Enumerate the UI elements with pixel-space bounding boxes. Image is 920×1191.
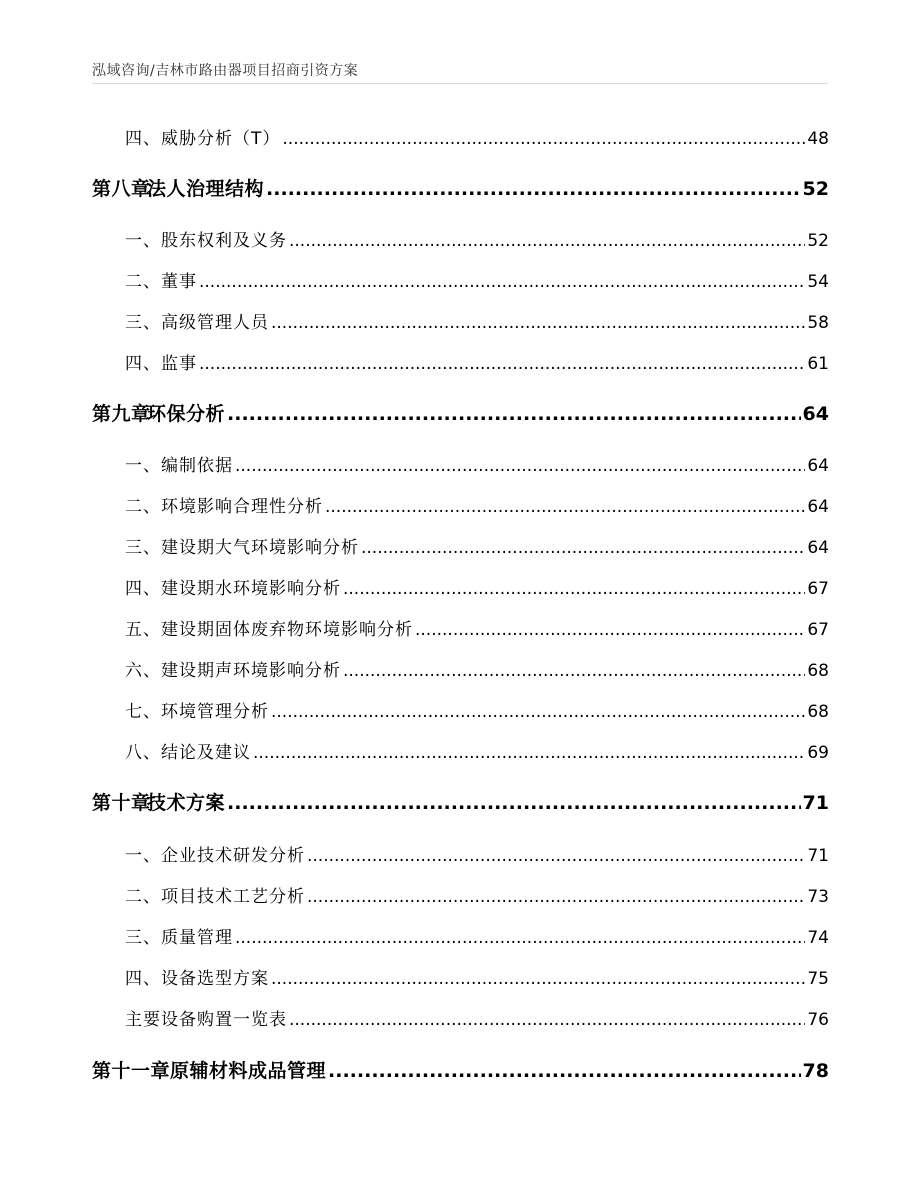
toc-leader-dots bbox=[415, 620, 805, 640]
toc-entry[interactable] bbox=[125, 738, 829, 763]
toc-entry-number: 四、 bbox=[125, 969, 161, 989]
toc-entry-number: 一、 bbox=[125, 231, 161, 251]
toc-entry[interactable] bbox=[125, 124, 829, 149]
toc-entry-title: 建设期固体废弃物环境影响分析 bbox=[161, 620, 413, 640]
toc-leader-dots bbox=[325, 497, 805, 517]
toc-leader-dots bbox=[289, 1010, 805, 1030]
toc-chapter-page: 78 bbox=[802, 1060, 829, 1082]
toc-entry[interactable] bbox=[125, 574, 829, 599]
toc-entry[interactable] bbox=[125, 841, 829, 866]
toc-entry-title: 环境影响合理性分析 bbox=[161, 497, 323, 517]
toc-chapter-page: 71 bbox=[802, 792, 829, 814]
toc-entry[interactable] bbox=[125, 533, 829, 558]
toc-entry-title: 监事 bbox=[161, 354, 197, 374]
toc-entry-number: 五、 bbox=[125, 620, 161, 640]
toc-leader-dots bbox=[271, 969, 805, 989]
toc-entry-number: 四、 bbox=[125, 579, 161, 599]
toc-entry-number: 七、 bbox=[125, 702, 161, 722]
toc-entry-title: 企业技术研发分析 bbox=[161, 846, 305, 866]
toc-leader-dots bbox=[253, 743, 805, 763]
toc-entry-number: 三、 bbox=[125, 538, 161, 558]
running-header: 泓域咨询/吉林市路由器项目招商引资方案 bbox=[92, 63, 359, 79]
toc-entry-page: 69 bbox=[807, 743, 829, 763]
toc-leader-dots bbox=[307, 887, 805, 907]
toc-entry-number: 三、 bbox=[125, 928, 161, 948]
toc-chapter-page: 52 bbox=[802, 178, 829, 200]
toc-entry-title: 董事 bbox=[161, 272, 197, 292]
toc-entry-number: 四、 bbox=[125, 129, 161, 149]
toc-entry-page: 64 bbox=[807, 456, 829, 476]
toc-entry-page: 64 bbox=[807, 538, 829, 558]
toc-entry-number: 二、 bbox=[125, 887, 161, 907]
toc-entry-page: 68 bbox=[807, 702, 829, 722]
toc-entry-title: 环境管理分析 bbox=[161, 702, 269, 722]
toc-entry[interactable] bbox=[125, 656, 829, 681]
toc-entry[interactable] bbox=[125, 615, 829, 640]
toc-entry-page: 67 bbox=[807, 620, 829, 640]
toc-entry[interactable] bbox=[125, 492, 829, 517]
toc-entry-title: 质量管理 bbox=[161, 928, 233, 948]
toc-entry-number: 二、 bbox=[125, 497, 161, 517]
toc-entry-page: 64 bbox=[807, 497, 829, 517]
toc-entry-page: 54 bbox=[807, 272, 829, 292]
toc-entry[interactable] bbox=[125, 697, 829, 722]
toc-entry-title: 股东权利及义务 bbox=[161, 231, 287, 251]
toc-chapter-page: 64 bbox=[802, 403, 829, 425]
toc-table-entry[interactable] bbox=[125, 1005, 829, 1030]
toc-chapter-number: 第十章 bbox=[92, 792, 151, 814]
toc-entry-page: 76 bbox=[807, 1010, 829, 1030]
toc-entry[interactable] bbox=[125, 226, 829, 251]
toc-leader-dots bbox=[328, 1060, 801, 1082]
toc-entry-page: 52 bbox=[807, 231, 829, 251]
toc-entry[interactable] bbox=[125, 882, 829, 907]
header-rule bbox=[92, 83, 828, 84]
toc-entry-page: 61 bbox=[807, 354, 829, 374]
toc-leader-dots bbox=[282, 129, 805, 149]
toc-leader-dots bbox=[227, 403, 801, 425]
toc-entry-title: 编制依据 bbox=[161, 456, 233, 476]
toc-chapter-number: 第九章 bbox=[92, 403, 151, 425]
toc-leader-dots bbox=[235, 456, 805, 476]
toc-entry-title: 结论及建议 bbox=[161, 743, 251, 763]
toc-entry-page: 73 bbox=[807, 887, 829, 907]
toc-entry[interactable] bbox=[125, 267, 829, 292]
toc-entry-page: 75 bbox=[807, 969, 829, 989]
toc-entry[interactable] bbox=[125, 349, 829, 374]
toc-entry-page: 67 bbox=[807, 579, 829, 599]
toc-entry-title: 高级管理人员 bbox=[161, 313, 269, 333]
toc-chapter-entry[interactable] bbox=[92, 1056, 829, 1083]
toc-entry[interactable] bbox=[125, 964, 829, 989]
toc-leader-dots bbox=[343, 661, 805, 681]
toc-entry-number: 二、 bbox=[125, 272, 161, 292]
toc-entry-title: 主要设备购置一览表 bbox=[125, 1010, 287, 1030]
toc-entry-page: 48 bbox=[807, 129, 829, 149]
toc-entry-title: 设备选型方案 bbox=[161, 969, 269, 989]
toc-chapter-entry[interactable] bbox=[92, 399, 829, 426]
toc-entry-title: 威胁分析（T） bbox=[161, 129, 281, 149]
toc-entry-page: 58 bbox=[807, 313, 829, 333]
toc-entry-title: 建设期声环境影响分析 bbox=[161, 661, 341, 681]
toc-entry[interactable] bbox=[125, 308, 829, 333]
toc-entry-title: 建设期水环境影响分析 bbox=[161, 579, 341, 599]
toc-entry[interactable] bbox=[125, 451, 829, 476]
toc-leader-dots bbox=[199, 354, 805, 374]
toc-chapter-number: 第八章 bbox=[92, 178, 151, 200]
toc-entry-page: 74 bbox=[807, 928, 829, 948]
toc-leader-dots bbox=[289, 231, 805, 251]
toc-chapter-title: 原辅材料成品管理 bbox=[170, 1060, 327, 1082]
toc-chapter-entry[interactable] bbox=[92, 174, 829, 201]
toc-leader-dots bbox=[271, 702, 805, 722]
toc-entry-title: 建设期大气环境影响分析 bbox=[161, 538, 359, 558]
toc-chapter-title: 技术方案 bbox=[147, 792, 226, 814]
toc-leader-dots bbox=[361, 538, 805, 558]
toc-leader-dots bbox=[199, 272, 805, 292]
toc-entry-number: 八、 bbox=[125, 743, 161, 763]
toc-entry-number: 三、 bbox=[125, 313, 161, 333]
toc-leader-dots bbox=[343, 579, 805, 599]
toc-entry-number: 一、 bbox=[125, 846, 161, 866]
toc-chapter-title: 环保分析 bbox=[147, 403, 226, 425]
toc-leader-dots bbox=[227, 792, 801, 814]
toc-entry-page: 68 bbox=[807, 661, 829, 681]
toc-leader-dots bbox=[235, 928, 805, 948]
toc-leader-dots bbox=[307, 846, 805, 866]
toc-entry-page: 71 bbox=[807, 846, 829, 866]
toc-leader-dots bbox=[266, 178, 801, 200]
toc-entry[interactable] bbox=[125, 923, 829, 948]
toc-chapter-number: 第十一章 bbox=[92, 1060, 171, 1082]
toc-leader-dots bbox=[271, 313, 805, 333]
toc-chapter-entry[interactable] bbox=[92, 788, 829, 815]
toc-chapter-title: 法人治理结构 bbox=[147, 178, 265, 200]
toc-entry-title: 项目技术工艺分析 bbox=[161, 887, 305, 907]
toc-entry-number: 四、 bbox=[125, 354, 161, 374]
toc-entry-number: 一、 bbox=[125, 456, 161, 476]
toc-entry-number: 六、 bbox=[125, 661, 161, 681]
